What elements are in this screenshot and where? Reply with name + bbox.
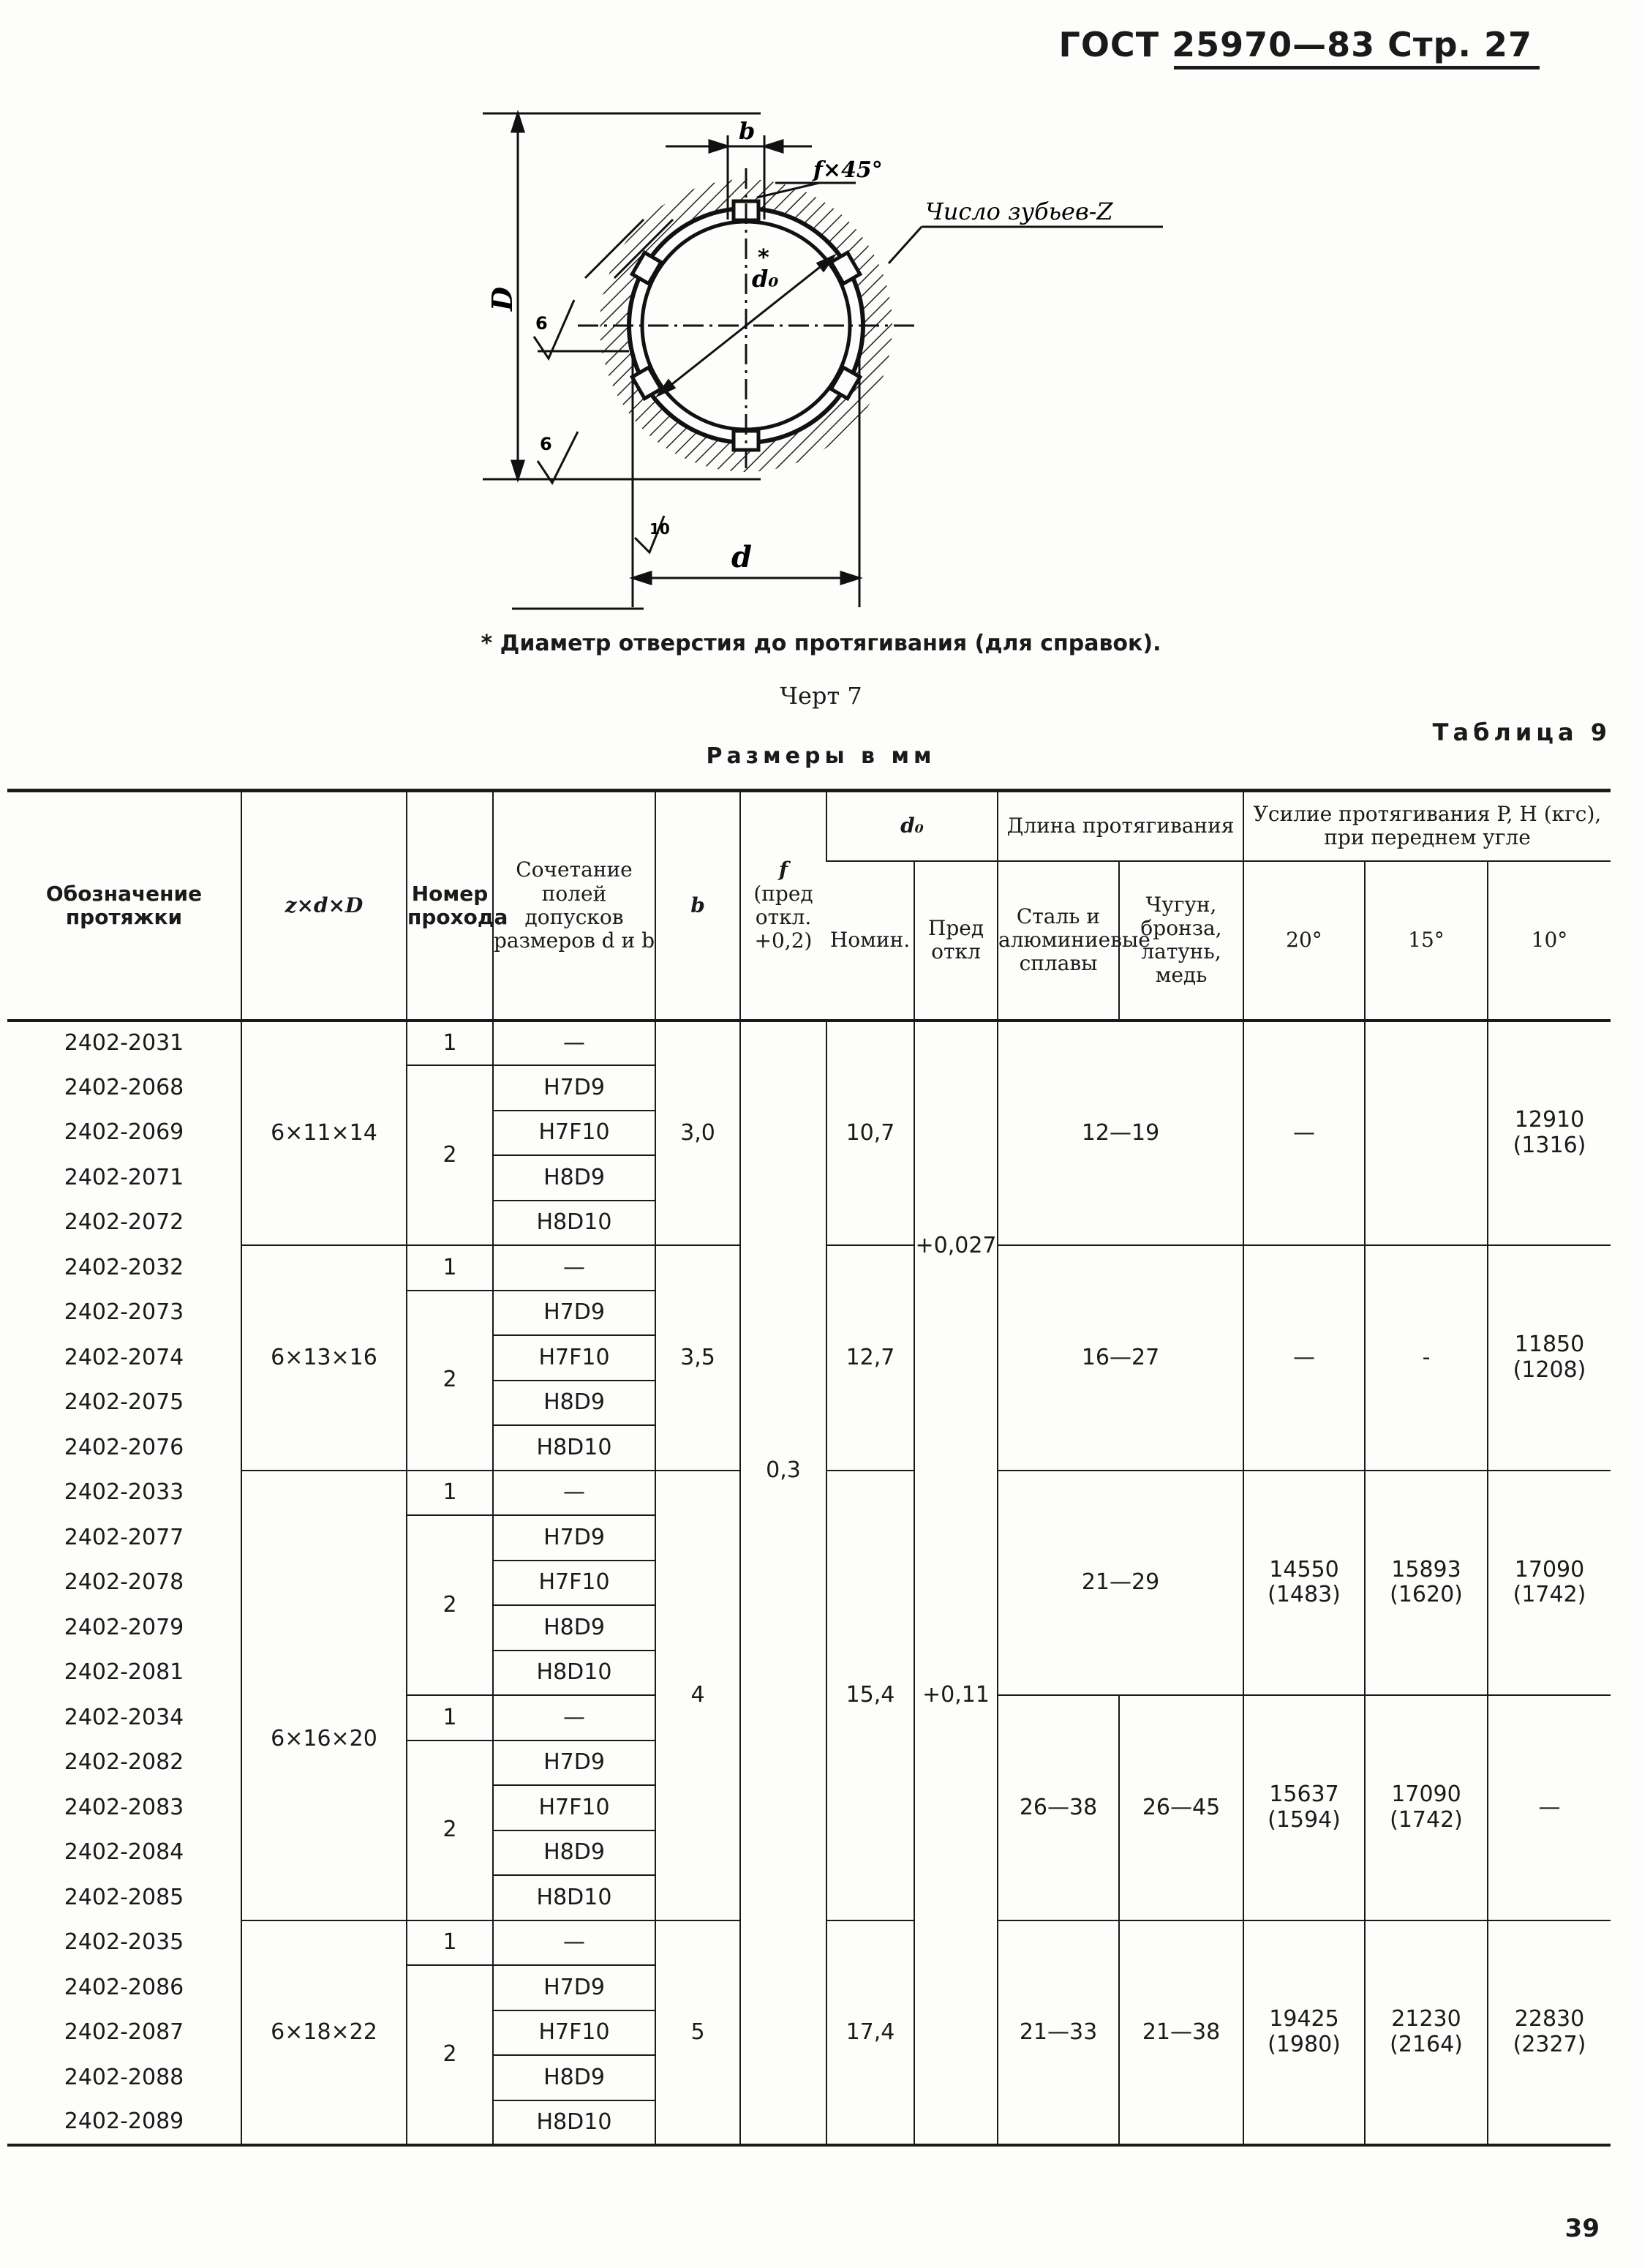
D-label: D (486, 287, 519, 311)
header-length-steel: Сталь и алюминиевые сплавы (998, 861, 1119, 1021)
cell-b: 4 (655, 1471, 740, 1920)
cell-f-empty (740, 1920, 826, 2146)
cell-pass: 1 (407, 1920, 493, 1966)
cell-force-10: 17090 (1742) (1488, 1471, 1611, 1696)
cell-length: 12—19 (998, 1021, 1243, 1246)
cell-fit: H7D9 (493, 1065, 655, 1111)
roughness-value-3: 10 (649, 520, 670, 538)
cell-fit: — (493, 1471, 655, 1516)
cell-length-steel: 21—33 (998, 1920, 1119, 2146)
cell-code: 2402-2089 (64, 2109, 184, 2134)
header-angle-20: 20° (1243, 861, 1365, 1021)
cell-code: 2402-2078 (64, 1569, 184, 1595)
header-pass-number: Номер прохода (407, 791, 493, 1021)
cell-code: 2402-2079 (64, 1614, 184, 1640)
cell-d0-deviation-2: +0,11 (914, 1471, 998, 1920)
cell-fit: H8D10 (493, 1425, 655, 1471)
cell-pass: 2 (407, 1515, 493, 1695)
cell-fit: H8D9 (493, 2055, 655, 2100)
cell-fit: H7D9 (493, 1291, 655, 1336)
cell-force-20: — (1243, 1245, 1365, 1471)
cell-force-15 (1365, 1021, 1488, 1246)
cell-fit: — (493, 1695, 655, 1741)
cell-fit: — (493, 1021, 655, 1066)
cell-fit: H8D10 (493, 1875, 655, 1920)
cell-code: 2402-2076 (64, 1434, 184, 1460)
cell-b: 5 (655, 1920, 740, 2146)
cell-code: 2402-2069 (64, 1119, 184, 1145)
cell-b: 3,0 (655, 1021, 740, 1246)
cell-force-10: 22830 (2327) (1488, 1920, 1611, 2146)
cell-fit: H7D9 (493, 1741, 655, 1786)
b-label: b (739, 117, 756, 145)
cell-pass: 2 (407, 1965, 493, 2145)
table-label: Таблица 9 (1432, 718, 1611, 746)
cell-code: 2402-2035 (64, 1929, 184, 1955)
footnote: * Диаметр отверстия до протягивания (для справок). (481, 631, 1161, 656)
cell-force-10: 12910 (1316) (1488, 1021, 1611, 1246)
cell-code: 2402-2081 (64, 1659, 184, 1685)
cell-pass: 2 (407, 1065, 493, 1245)
roughness-value-1: 6 (535, 313, 548, 334)
header-angle-15: 15° (1365, 861, 1488, 1021)
cell-zdD: 6×16×20 (241, 1471, 407, 1920)
cell-code: 2402-2077 (64, 1524, 184, 1550)
cell-zdD: 6×11×14 (241, 1021, 407, 1246)
cell-length: 16—27 (998, 1245, 1243, 1471)
cell-code: 2402-2074 (64, 1344, 184, 1370)
cell-d0-nominal: 17,4 (826, 1920, 914, 2146)
header-force: Усилие протягивания P, Н (кгс), при переднем угле (1243, 791, 1611, 861)
teeth-leader (889, 227, 1163, 263)
page-number: 39 (1564, 2214, 1600, 2243)
cell-fit: H7D9 (493, 1965, 655, 2010)
cell-code: 2402-2071 (64, 1164, 184, 1190)
cell-code: 2402-2033 (64, 1479, 184, 1505)
cell-fit: H8D10 (493, 2100, 655, 2146)
cell-fit: H8D9 (493, 1381, 655, 1426)
cell-code: 2402-2032 (64, 1254, 184, 1280)
cell-length: 21—29 (998, 1471, 1243, 1696)
cell-code: 2402-2085 (64, 1884, 184, 1910)
cell-code: 2402-2034 (64, 1704, 184, 1730)
chamfer-label: f×45° (813, 157, 883, 183)
teeth-label: Число зубьев-Z (925, 198, 1113, 225)
cell-force-10: — (1488, 1695, 1611, 1920)
page-header: ГОСТ 25970—83 Стр. 27 (1058, 25, 1532, 64)
cell-d0-nominal: 10,7 (826, 1021, 914, 1246)
header-d0-deviation: Пред откл (914, 861, 998, 1021)
cell-pass: 1 (407, 1021, 493, 1066)
cell-force-20: — (1243, 1021, 1365, 1246)
cell-d0-nominal: 12,7 (826, 1245, 914, 1471)
cell-force-15: 15893 (1620) (1365, 1471, 1488, 1696)
header-f-sub: (пред откл. +0,2) (753, 881, 813, 953)
cell-code: 2402-2068 (64, 1074, 184, 1100)
d-label: d (731, 540, 752, 574)
cell-fit: H7F10 (493, 1785, 655, 1830)
cell-pass: 1 (407, 1245, 493, 1291)
cell-force-15: 21230 (2164) (1365, 1920, 1488, 2146)
cell-length-steel: 26—38 (998, 1695, 1119, 1920)
cell-fit: H8D10 (493, 1201, 655, 1246)
cell-pass: 1 (407, 1695, 493, 1741)
header-b: b (655, 791, 740, 1021)
cell-zdD: 6×13×16 (241, 1245, 407, 1471)
figure-caption: Черт 7 (780, 682, 862, 710)
cell-b: 3,5 (655, 1245, 740, 1471)
header-zdD: z×d×D (241, 791, 407, 1021)
cell-fit: H7F10 (493, 1561, 655, 1606)
broach-table (7, 789, 1611, 2147)
cell-fit: — (493, 1245, 655, 1291)
cell-fit: H8D9 (493, 1605, 655, 1651)
cell-code: 2402-2083 (64, 1794, 184, 1820)
cell-code: 2402-2075 (64, 1389, 184, 1415)
cell-force-20: 19425 (1980) (1243, 1920, 1365, 2146)
header-d0: d₀ (826, 791, 998, 861)
header-length-iron: Чугун, бронза, латунь, медь (1119, 861, 1243, 1021)
cell-code: 2402-2082 (64, 1749, 184, 1775)
roughness-value-2: 6 (540, 434, 552, 454)
cell-fit: H8D9 (493, 1830, 655, 1876)
cell-fit: H7F10 (493, 2010, 655, 2056)
cell-code: 2402-2073 (64, 1299, 184, 1325)
cell-length-iron: 26—45 (1119, 1695, 1243, 1920)
cell-d0-nominal: 15,4 (826, 1471, 914, 1920)
header-rule (1174, 66, 1540, 70)
cell-code: 2402-2031 (64, 1030, 184, 1056)
cell-force-15: 17090 (1742) (1365, 1695, 1488, 1920)
cell-force-20: 15637 (1594) (1243, 1695, 1365, 1920)
cell-fit: H7D9 (493, 1515, 655, 1561)
header-f-main: f (778, 857, 788, 882)
cell-zdD: 6×18×22 (241, 1920, 407, 2146)
cell-length-iron: 21—38 (1119, 1920, 1243, 2146)
cell-d0-deviation-empty (914, 1920, 998, 2146)
cell-fit: H8D10 (493, 1651, 655, 1696)
cell-code: 2402-2088 (64, 2064, 184, 2090)
header-designation: Обозначение протяжки (7, 791, 241, 1021)
cell-force-10: 11850 (1208) (1488, 1245, 1611, 1471)
cell-fit: H7F10 (493, 1111, 655, 1156)
cell-fit: H8D9 (493, 1155, 655, 1201)
cell-code: 2402-2072 (64, 1209, 184, 1235)
cell-f-value: 0,3 (740, 1021, 826, 1920)
cell-code: 2402-2084 (64, 1839, 184, 1865)
header-f (740, 791, 826, 1021)
header-fit: Сочетание полей допусков размеров d и b (493, 791, 655, 1021)
cell-code: 2402-2087 (64, 2019, 184, 2045)
cell-fit: — (493, 1920, 655, 1966)
header-d0-nominal: Номин. (826, 861, 914, 1021)
d0-star: * (758, 245, 769, 271)
cell-code: 2402-2086 (64, 1974, 184, 2000)
cell-d0-deviation-1: +0,027 (914, 1021, 998, 1471)
units-caption: Размеры в мм (706, 743, 936, 769)
cell-pass: 2 (407, 1741, 493, 1920)
cell-pass: 1 (407, 1471, 493, 1516)
cell-pass: 2 (407, 1291, 493, 1471)
d0-label: d₀ (752, 265, 779, 293)
broach-cross-section-drawing (468, 110, 1170, 622)
cell-force-20: 14550 (1483) (1243, 1471, 1365, 1696)
cell-fit: H7F10 (493, 1335, 655, 1381)
header-angle-10: 10° (1488, 861, 1611, 1021)
header-length: Длина протягивания (998, 791, 1243, 861)
cell-force-15: - (1365, 1245, 1488, 1471)
